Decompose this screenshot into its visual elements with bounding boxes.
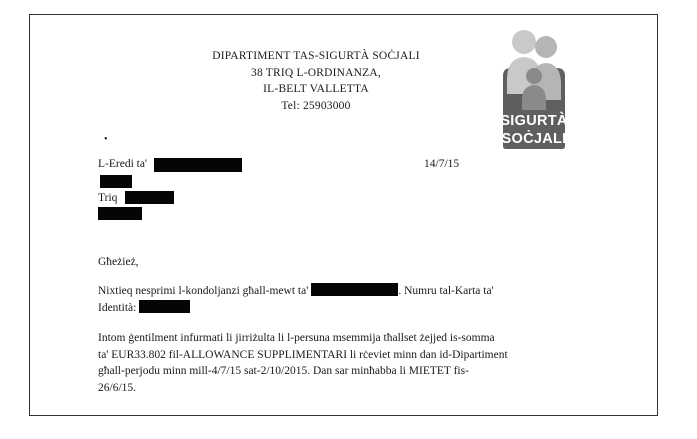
redacted-id-card-number — [139, 300, 190, 313]
letter-date: 14/7/15 — [424, 158, 460, 170]
street-line — [98, 190, 117, 206]
overpayment-line-1: Intom ġentilment infurmati li jirriżulta li l-persuna msemmija tħallset żejjed is-somma — [98, 332, 495, 344]
sigurta-socjali-logo — [497, 28, 571, 149]
redacted-locality — [98, 207, 142, 220]
letterhead — [180, 48, 452, 114]
department-city: IL-BELT VALLETTA — [263, 83, 369, 95]
overpayment-paragraph — [98, 330, 543, 396]
logo-text-line1: SIGURTÀ — [500, 113, 568, 129]
department-street: 38 TRIQ L-ORDINANZA, — [251, 66, 381, 79]
condolence-line-2: Identità: — [98, 300, 543, 317]
stray-mark: • — [104, 134, 108, 145]
logo-text-line2: SOĊJALI — [501, 131, 567, 147]
condolence-line-1: Nixtieq nesprimi l-kondoljanzi għall-mewt ta' . Numru tal-Karta ta' — [98, 285, 494, 297]
recipient-prefix: L-Eredi ta' — [98, 158, 148, 170]
recipient-line — [98, 156, 147, 172]
redacted-street-name — [125, 191, 174, 204]
department-telephone: Tel: 25903000 — [281, 99, 351, 112]
overpayment-line-3: għall-perjodu minn mill-4/7/15 sat-2/10/2015. Dan sar minħabba li MIETET fis- — [98, 365, 469, 377]
condolence-paragraph — [98, 283, 543, 316]
salutation: Għeżież, — [98, 256, 139, 268]
street-prefix: Triq — [98, 192, 118, 204]
department-name: DIPARTIMENT TAS-SIGURTÀ SOĊJALI — [212, 50, 420, 62]
redacted-deceased-name — [311, 283, 398, 296]
redacted-house-number — [100, 175, 132, 188]
overpayment-line-2: ta' EUR33.802 fil-ALLOWANCE SUPPLIMENTARI li rċeviet minn dan id-Dipartiment — [98, 348, 508, 361]
redacted-recipient-name — [154, 158, 242, 172]
overpayment-line-4: 26/6/15. — [98, 381, 137, 394]
